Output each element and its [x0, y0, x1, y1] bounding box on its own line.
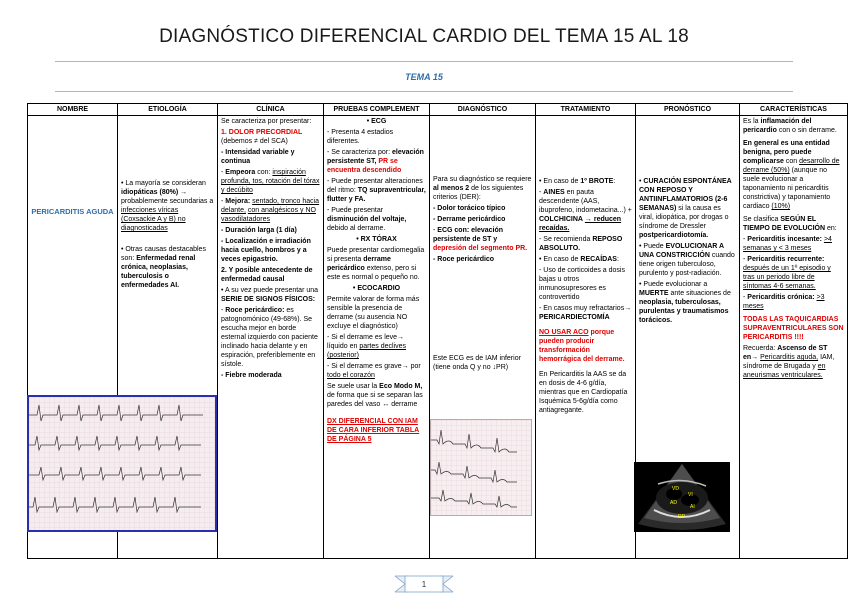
clinica-dolor: 1. DOLOR PRECORDIAL (debemos ≠ del SCA): [221, 129, 303, 145]
section-subtitle: TEMA 15: [405, 72, 443, 82]
clinica-d5: - Localización e irradiación hacia cuello, hombros y a veces epigastrio.: [221, 238, 311, 263]
trat-t3: - Se recomienda REPOSO ABSOLUTO.: [539, 236, 623, 252]
col-header-clinica: CLÍNICA: [218, 104, 324, 116]
clinica-d3: - Mejora: sentado, tronco hacia delante, con analgésicos y NO vasodilatadores: [221, 198, 320, 223]
page-number-badge: [395, 575, 453, 593]
car-c1: Es la inflamación del pericardio con o sin derrame.: [743, 118, 837, 134]
diag-c2: - Derrame pericárdico: [433, 216, 506, 223]
clinica-i2: 2. Y posible antecedente de enfermedad causal: [221, 267, 313, 283]
pruebas-p7: - Si el derrame es leve→ líquido en partes declives (posterior): [327, 334, 407, 359]
car-c5: Recuerda: Ascenso de ST en→ Pericarditis aguda, IAM, síndrome de Brugada y en aneurismas ventriculares.: [743, 345, 835, 379]
pruebas-p3: - Puede presentar alteraciones del ritmo: TQ supraventricular, flutter y FA.: [327, 178, 426, 203]
col-header-etiologia: ETIOLOGÍA: [118, 104, 218, 116]
pruebas-p8: - Si el derrame es grave→ por todo el corazón: [327, 363, 421, 379]
car-c4: TODAS LAS TAQUICARDIAS SUPRAVENTRICULARES SON PERICARDITIS !!!!: [743, 316, 844, 341]
svg-text:DP: DP: [678, 514, 685, 520]
echocardiogram-image: [634, 462, 730, 532]
pruebas-p5: Puede presentar cardiomegalia si presenta derrame pericárdico extenso, pero si este es normal o pequeño no.: [327, 247, 425, 281]
pruebas-p9: Se suele usar la Eco Modo M, de forma que si se separan las paredes del vaso ↔ derrame: [327, 383, 423, 408]
car-k1: - Pericarditis incesante: >4 semanas y < 3 meses: [743, 236, 832, 252]
header-row: [28, 104, 848, 116]
pron-r2: • Puede EVOLUCIONAR A UNA CONSTRICCIÓN cuando tiene origen tuberculoso, purulento y post-radiación.: [639, 243, 735, 277]
trat-t8: En Pericarditis la AAS se da en dosis de 4-6 g/día, mientras que en Cardiopatía Isquémica 5-6g/día como antiagregante.: [539, 371, 628, 414]
car-c2: En general es una entidad benigna, pero puede complicarse con desarrollo de derrame (50%) (aunque no suele evolucionar a taponamiento ni pericarditis constrictiva) y taponamiento cardiaco (10%): [743, 140, 840, 210]
svg-text:VD: VD: [672, 486, 679, 492]
diag-ecg-note: Este ECG es de IAM inferior (tiene onda Q y no ↓PR): [433, 355, 521, 371]
clinica-d2: - Empeora con: inspiración profunda, tos, rotación del tórax y decúbito: [221, 169, 320, 194]
col-header-pronostico: PRONÓSTICO: [636, 104, 740, 116]
pruebas-p2: - Se caracteriza por: elevación persistente ST, PR se encuentra descendido: [327, 149, 424, 174]
diag-intro: Para su diagnóstico se requiere al menos 2 de los siguientes criterios (DER):: [433, 176, 532, 201]
car-k2: - Pericarditis recurrente: después de un 1º episodio y tras un periodo libre de síntomas 4-6 semanas.: [743, 256, 831, 290]
pruebas-p6: Permite valorar de forma más sensible la presencia de derrame (su ausencia NO excluye el diagnóstico): [327, 296, 420, 330]
diag-c4: - Roce pericárdico: [433, 256, 495, 263]
ecg-image-pericarditis: [27, 395, 217, 532]
trat-t4: • En caso de RECAÍDAS:: [539, 256, 619, 263]
pruebas-p4: - Puede presentar disminución del voltaje, debido al derrame.: [327, 207, 407, 232]
pruebas-h-eco: • ECOCARDIO: [352, 285, 401, 292]
clinica-roce: - Roce pericárdico: es patognomónico (49-68%). Se escucha mejor en borde esternal izquierdo con paciente inclinado hacia delante y en espiración, preferiblemente en sístole.: [221, 307, 318, 368]
pruebas-h-ecg: • ECG: [366, 118, 387, 125]
col-header-caracteristicas: CARACTERÍSTICAS: [740, 104, 848, 116]
page-number: 1: [421, 580, 427, 589]
trat-t7: NO USAR ACO porque pueden producir transformación hemorrágica del derrame.: [539, 329, 625, 363]
clinica-d4: - Duración larga (1 día): [221, 227, 297, 234]
etiologia-item-1: • La mayoría se consideran idiopáticas (80%) → probablemente secundarias a infecciones víricas (Coxsackie A y B) no diagnosticadas: [121, 180, 214, 232]
trat-t5: - Uso de corticoides a dosis bajas u otros inmunosupresores es controvertido: [539, 267, 625, 301]
col-header-pruebas: PRUEBAS COMPLEMENT: [324, 104, 430, 116]
col-header-nombre: NOMBRE: [28, 104, 118, 116]
svg-text:AD: AD: [670, 500, 677, 506]
cell-caracteristicas: [740, 116, 848, 559]
clinica-signos: • A su vez puede presentar una SERIE DE SIGNOS FÍSICOS:: [221, 287, 319, 303]
cell-tratamiento: [536, 116, 636, 559]
pruebas-p1: - Presenta 4 estadios diferentes.: [327, 129, 394, 145]
clinica-intro: Se caracteriza por presentar:: [221, 118, 312, 125]
diag-c1: - Dolor torácico típico: [433, 205, 506, 212]
trat-t2: - AINES en pauta descendente (AAS, ibuprofeno, indometacina...) + COLCHICINA → reducen recaídas.: [539, 189, 632, 232]
car-k3: - Pericarditis crónica: >3 meses: [743, 294, 825, 310]
ecg-image-iam-inferior: [430, 419, 532, 516]
etiologia-item-2: • Otras causas destacables son: Enfermedad renal crónica, neoplasias, tuberculosis o enfermedades AI.: [121, 246, 206, 289]
trat-t1: • En caso de 1º BROTE:: [539, 178, 616, 185]
svg-text:VI: VI: [688, 492, 693, 498]
subtitle-rule: [55, 91, 793, 92]
car-c3: Se clasifica SEGÚN EL TIEMPO DE EVOLUCIÓN en:: [743, 216, 837, 232]
col-header-diagnostico: DIAGNÓSTICO: [430, 104, 536, 116]
disease-name: PERICARDITIS AGUDA: [31, 207, 114, 216]
cell-pruebas: [324, 116, 430, 559]
pruebas-h-rx: • RX TÓRAX: [356, 236, 397, 243]
pruebas-dx-diferencial: DX DIFERENCIAL CON IAM DE CARA INFERIOR TABLA DE PÁGINA 5: [327, 418, 420, 443]
col-header-tratamiento: TRATAMIENTO: [536, 104, 636, 116]
pron-r3: • Puede evolucionar a MUERTE ante situaciones de neoplasia, tuberculosas, purulentas y traumatismos torácicos.: [639, 281, 731, 324]
page-title: DIAGNÓSTICO DIFERENCIAL CARDIO DEL TEMA 15 AL 18: [159, 26, 689, 47]
trat-t6: - En casos muy refractarios→ PERICARDIECTOMÍA: [539, 305, 632, 321]
pron-r1: • CURACIÓN ESPONTÁNEA CON REPOSO Y ANTIINFLAMATORIOS (2-6 SEMANAS) si la causa es viral, idiopática, por drogas o síndrome de Dressler postpericardiotomía.: [639, 178, 732, 239]
title-rule: [55, 61, 793, 62]
diag-c3: - ECG con: elevación persistente de ST y depresión del segmento PR.: [433, 227, 528, 252]
clinica-d1: - Intensidad variable y continua: [221, 149, 295, 165]
clinica-fiebre: - Fiebre moderada: [221, 372, 282, 379]
cell-clinica: [218, 116, 324, 559]
svg-text:AI: AI: [690, 504, 695, 510]
